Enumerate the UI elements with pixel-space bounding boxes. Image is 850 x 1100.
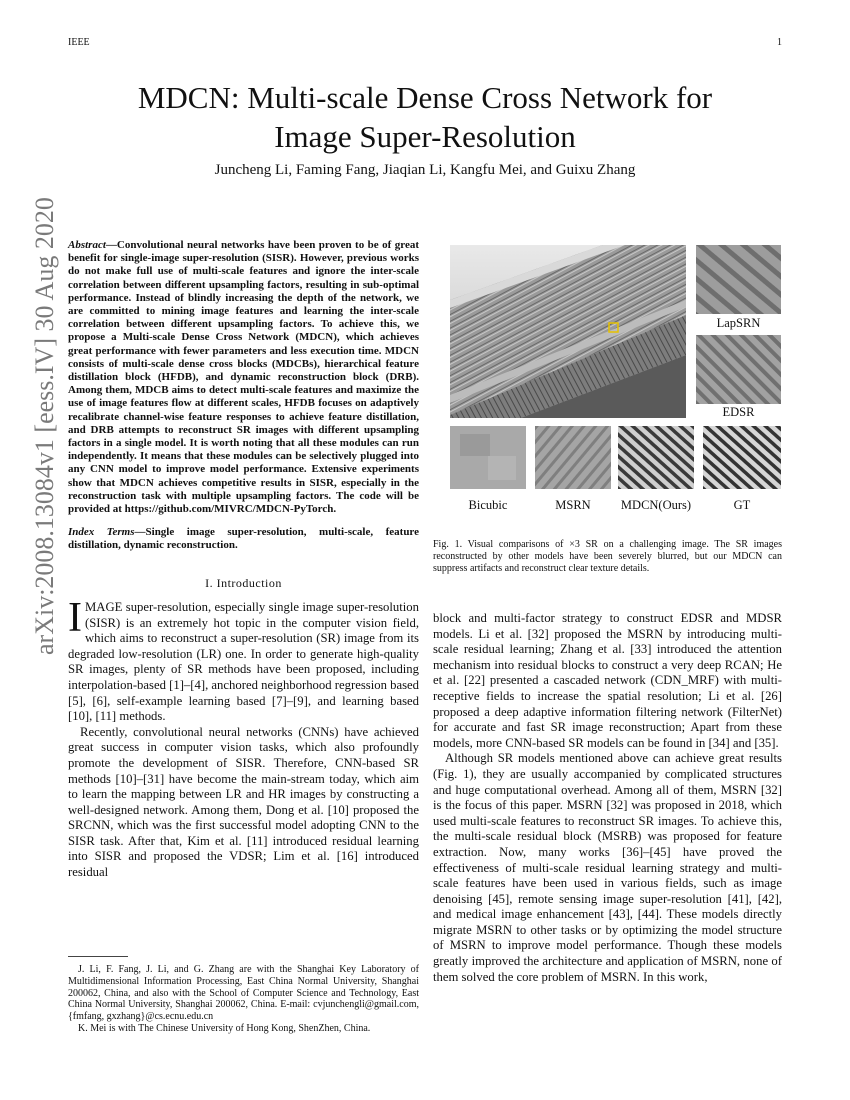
- label-bicubic: Bicubic: [468, 498, 508, 512]
- paper-title: [68, 78, 782, 156]
- building-photo-graphic: [450, 245, 686, 418]
- footnote-rule: [68, 956, 128, 957]
- crop-lapsrn: [696, 245, 781, 314]
- crop-edsr-graphic: [696, 335, 781, 404]
- label-lapsrn: LapSRN: [716, 316, 761, 330]
- footnote: [68, 964, 419, 1035]
- label-edsr: EDSR: [722, 405, 755, 419]
- section-heading-introduction: I. Introduction: [205, 575, 282, 590]
- crop-gt: [703, 426, 781, 489]
- crop-mdcn: [618, 426, 694, 489]
- crop-bicubic-graphic: [450, 426, 526, 489]
- label-msrn: MSRN: [555, 498, 591, 512]
- crop-lapsrn-graphic: [696, 245, 781, 314]
- right-paragraph-2: Although SR models mentioned above can achieve great results (Fig. 1), they are usually accompanied by complicated structures and huge computational overhead. Among all of them, MSRN [32] is the focus of this paper. MSRN [32] was proposed in 2018, which used multi-scale features to reconstruct SR images. To achieve this, the multi-scale residual block (MSRB) was proposed for feature extraction. Now, many works [36]–[45] have proved the effectiveness of multi-scale residual learning strategy and multi-scale features have been used in various fields, such as image denoising [45], remote sensing image super-resolution [41], [42], and medical image enhancement [43], [44]. These models directly migrate MSRN to other tasks or by optimizing the model structure of MSRN to improve model performance. Though these models greatly improved the architecture and application of MSRN, none of them solved the core problem of MSRN. In this work,: [433, 751, 782, 984]
- intro-paragraph-2: Recently, convolutional neural networks (CNNs) have achieved great success in computer vision tasks, which also profoundly promote the development of SISR. Therefore, CNN-based SR methods [10]–[31] have become the main-stream today, which aim to learn the mapping between LR and HR images by constructing a well-designed network. Among them, Dong et al. [10] proposed the SRCNN, which was the first successful model adopting CNN to the SISR task. After that, Kim et al. [11] introduced residual learning into SISR and proposed the VDSR; Lim et al. [16] introduced residual: [68, 724, 419, 880]
- drop-cap: I: [68, 594, 82, 641]
- abstract-text: —Convolutional neural networks have been proven to be of great benefit for single-image super-resolution (SISR). However, previous works do not make full use of multi-scale features and ignore the inter-scale correlation between different upsampling factors, resulting in sub-optimal performance. Instead of blindly increasing the depth of the network, we are committed to mining image features and learning the inter-scale correlation between different upsampling factors. To achieve this, we propose a Multi-scale Dense Cross Network (MDCN), which achieves great performance with fewer parameters and less execution time. MDCN consists of multi-scale dense cross blocks (MDCBs), hierarchical feature distillation block (HFDB), and dynamic reconstruction block (DRB). Among them, MDCB aims to detect multi-scale features and maximize the use of image features flow at different scales, HFDB focuses on adaptively recalibrate channel-wise feature responses to achieve feature distillation, and DRB attempts to reconstruct SR images with different upsampling factors in a single model. It is worth noting that all these modules can run independently. It means that these modules can be selectively plugged into any CNN model to improve model performance. Extensive experiments show that MDCN achieves competitive results in SISR, especially in the reconstruction task with multiple upsampling factors. The code will be provided at https://github.com/MIVRC/MDCN-PyTorch.: [68, 239, 419, 516]
- intro-paragraph-1-text: MAGE super-resolution, especially single image super-resolution (SISR) is an extremely hot topic in the computer vision field, which aims to reconstruct a super-resolution (SR) image from its degraded low-resolution (LR) one. In order to generate high-quality SR images, plenty of SR methods have been proposed, including interpolation-based [1]–[4], anchored neighborhood regression based [5], [6], self-example learning based [7]–[9], and learning based [10], [11] methods.: [68, 599, 419, 724]
- page-number: 1: [777, 37, 782, 48]
- index-terms-label: Index Terms: [68, 526, 135, 539]
- footnote-affiliation-1: J. Li, F. Fang, J. Li, and G. Zhang are with the Shanghai Key Laboratory of Multidimensional Information Processing, East China Normal University, Shanghai 200062, China, and also with the School of Computer Science and Technology, East China Normal University, Shanghai 200062, China. E-mail: cvjunchengli@gmail.com, {fmfang, gxzhang}@cs.ecnu.edu.cn: [68, 964, 419, 1023]
- index-terms-text: —Single image super-resolution, multi-scale, feature distillation, dynamic reconstruction.: [68, 526, 420, 552]
- index-terms: [68, 526, 419, 552]
- abstract-label: Abstract: [68, 239, 106, 251]
- abstract: [68, 239, 419, 516]
- left-column: [68, 239, 419, 881]
- running-header-journal: IEEE: [68, 37, 90, 48]
- intro-paragraph-1: [68, 594, 419, 725]
- figure-1: [450, 245, 781, 515]
- crop-msrn-graphic: [535, 426, 611, 489]
- footnote-affiliation-2: K. Mei is with The Chinese University of Hong Kong, ShenZhen, China.: [78, 1022, 371, 1034]
- building-photo: [450, 245, 686, 418]
- author-list: Juncheng Li, Faming Fang, Jiaqian Li, Kangfu Mei, and Guixu Zhang: [214, 162, 636, 178]
- crop-msrn: [535, 426, 611, 489]
- title-line-1: MDCN: Multi-scale Dense Cross Network for: [137, 80, 713, 115]
- label-mdcn: MDCN(Ours): [620, 498, 692, 512]
- right-column: [433, 611, 782, 985]
- figure-caption: Fig. 1. Visual comparisons of ×3 SR on a challenging image. The SR images reconstructed by other models have been severely blurred, but our MDCN can suppress artifacts and reconstruct clear texture details.: [433, 539, 782, 574]
- crop-gt-graphic: [703, 426, 781, 489]
- arxiv-stamp-text: arXiv:2008.13084v1 [eess.IV] 30 Aug 2020: [30, 197, 59, 655]
- crop-edsr: [696, 335, 781, 404]
- label-gt: GT: [733, 498, 751, 512]
- title-line-2: Image Super-Resolution: [274, 119, 576, 154]
- right-paragraph-1: block and multi-factor strategy to construct EDSR and MDSR models. Li et al. [32] proposed the MSRN by introducing multi-scale residual learning; Zhang et al. [33] introduced the attention mechanism into residual blocks to construct a very deep RCAN; He et al. [22] presented a cascaded network (CDN_MRF) with multi-receptive fields to increase the spatial resolution; Li et al. [26] proposed a deep adaptive information filtering network (FilterNet) for accurate and fast SR image reconstruction; Apart from these models, more CNN-based SR models can be found in [34] and [35].: [433, 611, 782, 750]
- crop-mdcn-graphic: [618, 426, 694, 489]
- crop-bicubic: [450, 426, 526, 489]
